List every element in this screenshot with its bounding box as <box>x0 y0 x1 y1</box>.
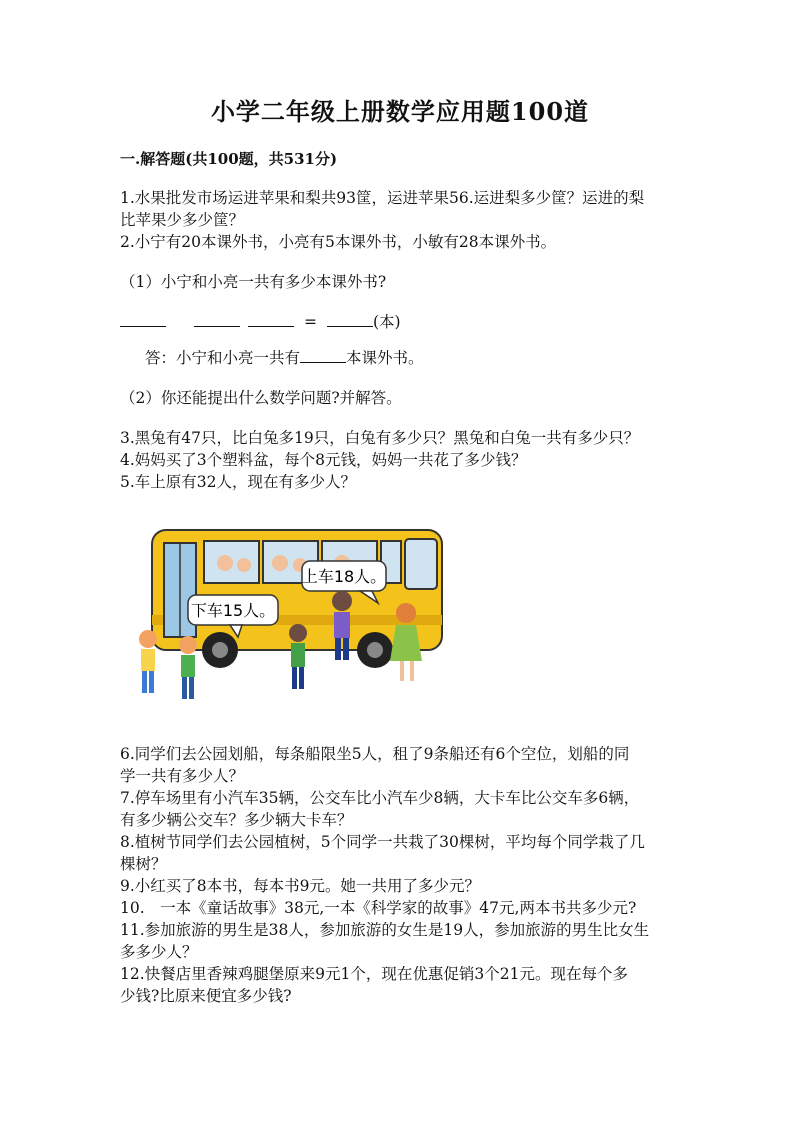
blank-operand-1[interactable] <box>120 310 166 327</box>
question-11-line-2: 多多少人？ <box>120 943 198 961</box>
bus-illustration <box>120 515 450 715</box>
answer-prefix: 答：小宁和小亮一共有 <box>145 349 301 367</box>
question-6-line-1: 6.同学们去公园划船，每条船限坐5人，租了9条船还有6个空位，划船的同 <box>120 745 630 763</box>
section-heading: 一.解答题(共100题，共531分) <box>120 150 338 168</box>
question-10: 10. 一本《童话故事》38元,一本《科学家的故事》47元,两本书共多少元? <box>120 899 637 917</box>
question-3: 3.黑兔有47只，比白兔多19只，白兔有多少只？黑兔和白兔一共有多少只？ <box>120 429 640 447</box>
blank-operator[interactable] <box>194 310 240 327</box>
question-12-line-2: 少钱?比原来便宜多少钱? <box>120 987 292 1005</box>
question-1-line-2: 比苹果少多少筐？ <box>120 211 245 229</box>
question-8-line-2: 棵树？ <box>120 855 167 873</box>
question-11-line-1: 11.参加旅游的男生是38人，参加旅游的女生是19人，参加旅游的男生比女生 <box>120 921 650 939</box>
equals-sign: = <box>304 313 317 331</box>
question-7-line-1: 7.停车场里有小汽车35辆，公交车比小汽车少8辆，大卡车比公交车多6辆， <box>120 789 640 807</box>
answer-suffix: 本课外书。 <box>346 349 424 367</box>
question-9: 9.小红买了8本书，每本书9元。她一共用了多少元？ <box>120 877 481 895</box>
blank-answer[interactable] <box>300 346 346 363</box>
question-6-line-2: 学一共有多少人？ <box>120 767 245 785</box>
question-5: 5.车上原有32人，现在有多少人？ <box>120 473 357 491</box>
question-2-part-2: （2）你还能提出什么数学问题?并解答。 <box>120 389 402 407</box>
question-2-answer <box>145 346 705 370</box>
unit-label: (本) <box>373 313 401 331</box>
question-4: 4.妈妈买了3个塑料盆，每个8元钱，妈妈一共花了多少钱？ <box>120 451 527 469</box>
question-2-part-1: （1）小宁和小亮一共有多少本课外书? <box>120 273 387 291</box>
blank-operand-2[interactable] <box>248 310 294 327</box>
blank-result[interactable] <box>327 310 373 327</box>
page-title: 小学二年级上册数学应用题100道 <box>210 97 590 126</box>
question-7-line-2: 有多少辆公交车？多少辆大卡车？ <box>120 811 353 829</box>
question-1-line-1: 1.水果批发市场运进苹果和梨共93筐，运进苹果56.运进梨多少筐？运进的梨 <box>120 189 645 207</box>
bubble-on-text: 上车18人。 <box>301 567 387 586</box>
question-8-line-1: 8.植树节同学们去公园植树，5个同学一共栽了30棵树，平均每个同学栽了几 <box>120 833 645 851</box>
question-12-line-1: 12.快餐店里香辣鸡腿堡原来9元1个，现在优惠促销3个21元。现在每个多 <box>120 965 628 983</box>
question-2: 2.小宁有20本课外书，小亮有5本课外书，小敏有28本课外书。 <box>120 233 557 251</box>
bubble-off-text: 下车15人。 <box>190 601 276 620</box>
question-2-equation <box>120 310 680 334</box>
